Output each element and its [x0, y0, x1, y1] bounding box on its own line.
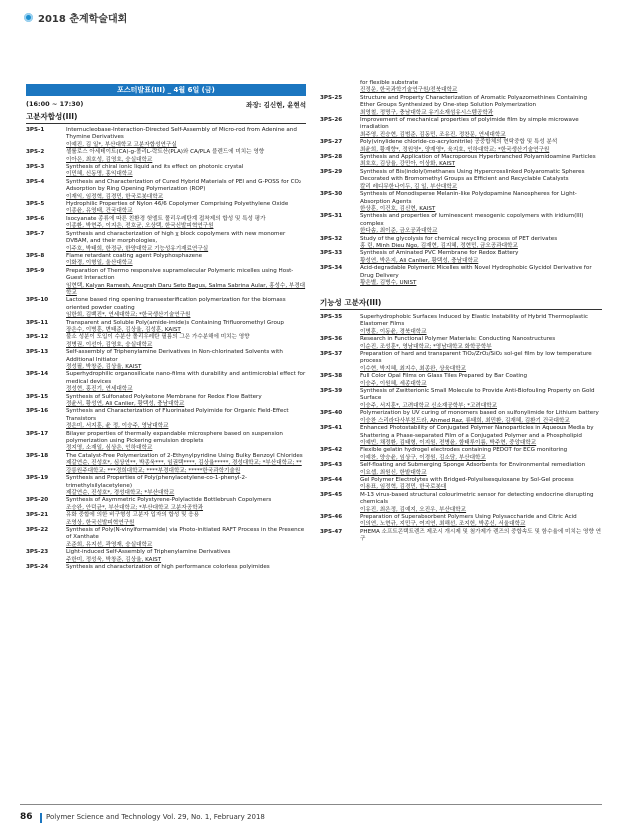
program-entry — [320, 447, 602, 462]
program-entry — [26, 371, 306, 393]
entry-authors: 제갈연순, 진성호*, 심상연**, 박종욱***, 임권택****, 김상율*****, 경성대학교; *부산대학교; **강릉원주대학교; ***경희대학교; ****부경대학교; *****한국과학기술원 — [66, 460, 302, 474]
entry-id: 3PS-43 — [320, 462, 343, 469]
entry-title: for flexible substrate — [360, 80, 419, 86]
entry-body — [360, 139, 602, 154]
entry-id: 3PS-19 — [26, 475, 49, 482]
entry-authors: 이승찬 스리라다사부친드라, Ahmed Raz, 류태희, 최민환, 김재혜, 김환기 건국대학교 — [360, 417, 570, 424]
entry-authors: 임한희, 김백진*, 연세대학교; *한국생산기술연구원 — [66, 312, 191, 319]
entry-authors: 이민혜, 신동명, 홍익대학교 — [66, 171, 133, 178]
entry-id: 3PS-44 — [320, 476, 343, 483]
entry-id: 3PS-5 — [26, 201, 45, 208]
entry-id: 3PS-3 — [26, 164, 45, 171]
entry-body — [66, 549, 306, 564]
entry-title: Synthesis and Application of Macroporous Hyperbranched Polyamidoamine Particles — [360, 154, 596, 161]
entry-title: The Catalyst-Free Polymerization of 2-Ethynylpyridine Using Bulky Benzoyl Chlorides — [66, 452, 303, 459]
entry-authors: 이의연, 노현규, 지민구, 여지연, 최해선, 조지헌, 박종신, 서울대학교 — [360, 521, 526, 528]
session-time: (16:00 ~ 17:30) — [26, 100, 84, 108]
entry-body — [66, 127, 306, 149]
page-number: 86 — [20, 812, 33, 822]
program-entry — [320, 492, 602, 514]
entry-title: Improvement of mechanical properties of polyimide film by simple microwave irradiation — [360, 117, 579, 131]
entry-body — [360, 265, 602, 287]
entry-id: 3PS-39 — [320, 388, 343, 395]
entry-authors: 이병훈, 이동윤, 경북대학교 — [360, 328, 427, 335]
entry-authors: 최영철, 정명구, 충남대학교 유기소재섬유시스템공학과 — [360, 109, 494, 116]
entry-authors: 칼리 레디무한나이두, 김 일, 부산대학교 — [360, 183, 458, 190]
entry-id: 3PS-31 — [320, 213, 343, 220]
program-entry — [320, 462, 602, 477]
program-entry — [320, 213, 602, 235]
entry-authors: 황은별, 김병수, UNIST — [360, 279, 417, 286]
session-info — [26, 100, 306, 109]
entry-authors: 이용표, 임정혁, 김경민, 한국로봇대 — [360, 484, 447, 491]
entry-body — [360, 351, 602, 373]
entry-body — [360, 80, 602, 95]
program-entry — [320, 373, 602, 388]
page-footer — [0, 804, 622, 830]
entry-body — [360, 492, 602, 514]
entry-body — [360, 373, 602, 388]
program-entry — [320, 314, 602, 336]
program-entry — [26, 408, 306, 430]
entry-title: Synthesis of Zwitterionic Small Molecule to Provide Anti-Biofouling Property on Gold Surface — [360, 388, 595, 402]
entry-authors: 이종윤, 유영태, 건국대학교 — [66, 208, 133, 215]
entry-id: 3PS-23 — [26, 549, 49, 556]
entry-title: Synthesis and Characterization of Cured Hybrid Materials of PEI and G-POSS for CO₂ Adsorption by Ring Opening Polymerization (ROP) — [66, 178, 302, 193]
entry-list — [320, 314, 602, 544]
entry-authors: 이예찬, 양승윤, 임상구, 이경원, 김소담, 부산대학교 — [360, 454, 486, 461]
entry-title: Synthesis and characterization of high performance colorless polyimides — [66, 563, 270, 570]
entry-id: 3PS-28 — [320, 154, 343, 161]
entry-body — [66, 201, 306, 216]
program-entry — [26, 394, 306, 409]
entry-title: Synthesis and Characterization of Fluorinated Polyimide for Organic Field-Effect Transistors — [66, 408, 289, 422]
program-entry — [320, 117, 602, 139]
entry-authors: 정성필, 박창준, 김상율, KAIST — [66, 364, 142, 370]
program-entry — [320, 139, 602, 154]
entry-title: Polymerization by UV curing of monomers based on sulfonylimide for Lithium battery — [360, 410, 599, 417]
entry-id: 3PS-17 — [26, 430, 49, 437]
entry-authors: 제갈연순, 진성호*, 경성대학교; *부산대학교 — [66, 489, 175, 496]
program-entry — [320, 529, 602, 544]
entry-id: 3PS-9 — [26, 267, 45, 274]
program-entry — [26, 164, 306, 179]
session-banner: 포스터발표(III) _ 4월 6일 (금) — [26, 84, 306, 96]
entry-body — [360, 477, 602, 492]
entry-title: Self-floating and Submerging Sponge Adsorbents for Environmental remediation — [360, 462, 586, 469]
entry-id: 3PS-16 — [26, 408, 49, 415]
entry-body — [66, 394, 306, 409]
program-entry — [26, 512, 306, 527]
entry-authors: 정지영, 소재일, 심상은, 인하대학교 — [66, 445, 153, 452]
entry-title: Superhydrophobic Surfaces Induced by Elastic Instability of Hybrid Thermoplastic Elastomer Films — [360, 314, 588, 328]
entry-id: 3PS-42 — [320, 447, 343, 454]
program-entry — [320, 250, 602, 265]
entry-id: 3PS-15 — [26, 393, 49, 400]
program-entry — [26, 149, 306, 164]
entry-authors: 최주영, 진승현, 김범준, 김동민, 조유진, 정찬문, 연세대학교 — [360, 131, 506, 138]
entry-title: Research in Functional Polymer Materials: Conducting Nanostructures — [360, 336, 556, 343]
program-entry — [320, 388, 602, 410]
entry-body — [66, 475, 306, 497]
entry-title: M-13 virus-based structural colourimetric sensor for detecting endocrine disrupting chemicals — [360, 491, 594, 506]
entry-authors: 진정운, 한국과학기술연구원/전북대학교 — [360, 87, 458, 94]
entry-body — [66, 216, 306, 231]
entry-authors: 조승완, 안덕균*, 부산대학교; *부산대학교 고분자공학과 — [66, 504, 204, 511]
program-entry — [26, 179, 306, 201]
entry-title: Enhanced Photostability of Conjugated Polymer Nanoparticles in Aqueous Media by Shattering a Phase-separated Film of a Conjugated Polymer and a Phospholipid — [360, 425, 594, 439]
entry-id: 3PS-10 — [26, 297, 49, 304]
entry-authors: 이아은, 최호성, 김영호, 숭실대학교 — [66, 156, 153, 163]
entry-body — [66, 164, 306, 179]
entry-body — [360, 154, 602, 169]
entry-authors: 정성현, 홍진기, 연세대학교 — [66, 386, 133, 393]
entry-id: 3PS-45 — [320, 491, 343, 498]
program-entry — [320, 191, 602, 213]
entry-body — [66, 408, 306, 430]
entry-authors: 이종환, 박현주, 이지은, 전호균, 오상택, 한국신발피혁연구원 — [66, 223, 214, 230]
entry-body — [66, 149, 306, 164]
program-entry — [26, 297, 306, 319]
entry-body — [66, 371, 306, 393]
entry-id: 3PS-6 — [26, 215, 45, 222]
entry-id: 3PS-12 — [26, 334, 49, 341]
entry-title: Internucleobase-Interaction-Directed Self-Assembly of Micro-rod from Adenine and Thymine Derivatives — [66, 127, 297, 141]
entry-body — [66, 320, 306, 335]
entry-authors: 이승주, 이원혜, 세종대학교 — [360, 380, 427, 387]
entry-title: Bilayer properties of thermally expandable microsphere based on suspension polymerization using Pickering emulsion droplets — [66, 430, 283, 445]
entry-body — [360, 425, 602, 447]
program-entry — [26, 453, 306, 475]
entry-title: Self-assembly of Triphenylamine Derivatives in Non-chlorinated Solvents with Additional Initiator — [66, 349, 283, 363]
entry-id: 3PS-35 — [320, 314, 343, 320]
entry-body — [66, 497, 306, 512]
entry-id: 3PS-34 — [320, 265, 343, 272]
bullet-circle-icon — [24, 13, 33, 22]
footer-divider — [20, 804, 602, 805]
journal-citation: Polymer Science and Technology Vol. 29, No. 1, February 2018 — [46, 813, 265, 821]
entry-title: Synthesis of Poly(N-vinylformamide) via Photo-initiated RAFT Process in the Presence of Xanthate — [66, 526, 305, 541]
entry-title: Synthesis of Bis(indolyl)methanes Using Hypercrosslinked Polyaromatic Spheres Decorated with Bromomethyl Groups as Efficient and Recyclable Catalysts — [360, 168, 585, 183]
program-entry — [26, 431, 306, 453]
entry-authors: 이주호, 박태희, 한정규, 한양대학교 기능성유기재료연구실 — [66, 245, 209, 252]
entry-title: Superhydrophilic organosilicate nano-films with durability and antimicrobial effect for medical devices — [66, 371, 306, 385]
program-entry — [26, 527, 306, 549]
entry-body — [66, 179, 306, 201]
entry-body — [66, 431, 306, 453]
entry-title: Transparent and Soluble Poly(amide-imide)s Containing Trifluoromethyl Group — [66, 319, 284, 326]
entry-body — [66, 297, 306, 319]
entry-authors: 한다솜, 최이준, 금오공과대학교 — [360, 228, 438, 235]
entry-authors: 조준희, 유지선, 곽영재, 숭실대학교 — [66, 541, 153, 548]
entry-authors: 이요셉, 최원신, 한밭대학교 — [360, 469, 427, 476]
entry-body — [360, 213, 602, 235]
program-entry — [26, 334, 306, 349]
entry-id — [320, 80, 360, 95]
entry-authors: 조영상, 한국신발피혁연구원 — [66, 519, 135, 526]
program-entry — [320, 410, 602, 425]
entry-title: 불소 성분이 도입이 수분산 폴리우레탄 필름의 그은 가수분해에 미치는 영향 — [66, 334, 250, 341]
entry-authors: 이예진, 김 일*, 부산대학교 고분자합성연구실 — [66, 141, 177, 148]
entry-id: 3PS-18 — [26, 452, 49, 459]
entry-authors: 이화경, 이형일, 울산대학교 — [66, 260, 133, 267]
program-entry — [320, 425, 602, 447]
entry-body — [66, 512, 306, 527]
program-entry — [320, 154, 602, 169]
entry-title: Study of the glycolysis for chemical recycling process of PET derivates — [360, 235, 558, 242]
program-entry — [320, 336, 602, 351]
entry-body — [360, 462, 602, 477]
entry-id: 3PS-26 — [320, 117, 343, 124]
entry-id: 3PS-47 — [320, 528, 343, 535]
entry-authors: 이수현, 박지혜, 최지수, 최종완, 상육대학교 — [360, 365, 467, 372]
entry-id: 3PS-1 — [26, 127, 45, 133]
section-title-functional-polymer: 기능성 고분자(III) — [320, 297, 602, 310]
entry-authors: 주한미, 정성욱, 박창준, 김상율, KAIST — [66, 556, 162, 563]
entry-title: Preparation of Superabsorbent Polymers Using Polysaccharide and Citric Acid — [360, 513, 577, 520]
program-entry — [26, 564, 306, 571]
entry-title: Acid-degradable Polymeric Micelles with Novel Hydrophobic Glycidol Derivative for Drug Delivery — [360, 265, 592, 279]
entry-body — [66, 349, 306, 371]
entry-authors: 이재익, 임정혁, 김경민, 한국로봇대학교 — [66, 193, 164, 200]
entry-title: 유화 중합에 의한 비구형성 고분자 입자의 합성 및 응용 — [66, 512, 200, 519]
footer-bar-mark — [40, 813, 42, 823]
section-title-polymer-synthesis: 고분자합성(III) — [26, 111, 306, 124]
entry-id: 3PS-8 — [26, 252, 45, 259]
entry-body — [360, 514, 602, 529]
program-entry — [26, 253, 306, 268]
entry-id: 3PS-41 — [320, 425, 343, 432]
entry-body — [360, 447, 602, 462]
conference-title: 2018 춘계학술대회 — [38, 13, 128, 25]
entry-title: Synthesis of Asymmetric Polystyrene-Polylactide Bottlebrush Copolymers — [66, 497, 272, 504]
entry-id: 3PS-13 — [26, 349, 49, 356]
entry-authors: 장은수, 이병훈, 변태준, 김상율, 김성훈, KAIST — [66, 326, 181, 333]
entry-title: Preparation of hard and transparent TiO₂/ZrO₂/SiO₂ sol-gel film by low temperature process — [360, 351, 592, 365]
entry-body — [66, 334, 306, 349]
entry-title: Synthesis of Monodisperse Melanin-like Polydopamine Nanospheres for Light-Absorption Agents — [360, 191, 577, 205]
entry-body — [66, 253, 306, 268]
entry-id: 3PS-36 — [320, 336, 343, 343]
entry-authors: 이순진, 조성훈*, 영남대학교; *영남대학교 화학공학부 — [360, 343, 492, 350]
entry-body — [360, 314, 602, 336]
entry-id: 3PS-2 — [26, 149, 45, 156]
entry-authors: 임현택, Kalyan Ramesh, Anugrah Daru Seto Bagus, Salma Sabrina Aular, 홍성수, 부경대학교 — [66, 282, 306, 296]
program-entry — [320, 265, 602, 287]
program-entry — [26, 320, 306, 335]
entry-title: Synthesis of chiral ionic liquid and its effect on photonic crystal — [66, 164, 244, 171]
entry-authors: 최윤희, 황재향*, 정원영*, 양재영*, 육지호, 인하대학교; *한국생산기술연구원 — [360, 146, 550, 153]
entry-authors: 홍 린, Minh Dieu Ngo, 김재현, 김지혜, 정현민, 금오공과대학교 — [360, 242, 518, 249]
program-entry — [26, 549, 306, 564]
program-entry — [26, 201, 306, 216]
entry-id: 3PS-40 — [320, 410, 343, 417]
program-entry — [320, 169, 602, 191]
entry-title: Poly(vinylidene chloride-co-acrylonitrile) 공중합체의 현탁중합 및 특성 분석 — [360, 139, 558, 146]
entry-title: Synthesis and Properties of Poly(phenylacetylene-co-1-phenyl-2-trimethylsilylacetylene) — [66, 475, 248, 489]
entry-title: Isocyanate 종류에 따른 친환경 헛엘트 폴리우레탄계 접착제의 합성 및 특성 평가 — [66, 215, 266, 222]
entry-id: 3PS-29 — [320, 168, 343, 175]
entry-title: Flexible gelatin hydrogel electrodes containing PEDOT for ECG monitoring — [360, 447, 568, 454]
entry-authors: 이예빈, 채정환, 김태형, 이지원, 전병윤, 함태루이름, 박주현, 중앙대학교 — [360, 439, 537, 446]
entry-body — [360, 388, 602, 410]
entry-id: 3PS-7 — [26, 230, 45, 237]
entry-id: 3PS-32 — [320, 235, 343, 242]
program-entry — [320, 95, 602, 117]
program-entry — [26, 268, 306, 298]
program-entry — [320, 236, 602, 251]
entry-authors: 황성연, 박은지, Ali Canlier, 황택성, 충남대학교 — [360, 257, 479, 264]
entry-id: 3PS-22 — [26, 526, 49, 533]
entry-id: 3PS-33 — [320, 250, 343, 257]
program-entry — [26, 231, 306, 253]
entry-body — [360, 250, 602, 265]
entry-title: Synthesis and properties of luminescent mesogenic copolymers with iridium(III) complex — [360, 213, 584, 227]
entry-id: 3PS-14 — [26, 371, 49, 378]
entry-title: Flame retardant coating agent Polyphosphazene — [66, 252, 203, 259]
program-entry — [320, 351, 602, 373]
entry-list — [320, 80, 602, 287]
entry-title: Lactone based ring opening transesterification polymerization for the biomass oriented powder coating — [66, 297, 286, 311]
program-entry — [26, 127, 306, 149]
conference-header — [24, 10, 127, 24]
entry-authors: 정병권, 이선아, 김영호, 숭실대학교 — [66, 341, 153, 348]
entry-body — [360, 191, 602, 213]
program-entry — [320, 80, 602, 95]
entry-id: 3PS-20 — [26, 497, 49, 504]
entry-authors: 최호호, 김상율, 강민아, 이상화, KAIST — [360, 161, 456, 168]
entry-title: Gel Polymer Electrolytes with Bridged-Polysilsesquioxane by Sol-Gel process — [360, 476, 574, 483]
entry-title: Full Color Opal Films on Glass Tiles Prepared by Bar Coating — [360, 373, 528, 380]
entry-id: 3PS-21 — [26, 512, 49, 519]
entry-body — [66, 527, 306, 549]
entry-title: Preparation of Thermo responsive supramolecular Polymeric micelles using Host-Guest Interaction — [66, 267, 294, 282]
entry-title: Synthesis and characterization of high χ block copolymers with new monomer DVBAM, and their morphologies, — [66, 230, 286, 245]
entry-id: 3PS-38 — [320, 373, 343, 380]
entry-title: Structure and Property Characterization of Aromatic Polyazomethines Containing Ether Groups Synthesized by One-step Solution Polymerization — [360, 94, 588, 109]
entry-body — [360, 95, 602, 117]
entry-title: PHEMA 소프트콘택트렌즈 제조시 개시제 및 첨가제가 렌즈의 중합속도 및 함수율에 미치는 영향 연구 — [360, 528, 602, 543]
entry-title: 셀룰로스 아세테이트(CA)-g-폴리L-락트산(PLA)와 CA/PLA 블렌드에 미치는 영향 — [66, 149, 265, 156]
entry-title: Synthesis of Sulfonated Polyketone Membrane for Redox Flow Battery — [66, 393, 262, 400]
program-entry — [26, 349, 306, 371]
entry-id: 3PS-4 — [26, 178, 45, 185]
entry-id: 3PS-37 — [320, 351, 343, 358]
entry-authors: 정은미, 서지훈, 윤 정, 이승주, 영남대학교 — [66, 423, 169, 430]
entry-authors: 정윤서, 황성연, Ali Canlier, 황택성, 충남대학교 — [66, 401, 185, 408]
program-entry — [320, 477, 602, 492]
entry-title: Hydrophilic Properties of Nylon 46/6 Copolymer Comprising Polyethylene Oxide — [66, 201, 289, 208]
entry-id: 3PS-30 — [320, 191, 343, 198]
entry-authors: 이유진, 최은정, 김예지, 오진우, 부산대학교 — [360, 506, 467, 513]
entry-body — [66, 564, 306, 571]
entry-body — [360, 336, 602, 351]
program-entry — [26, 216, 306, 231]
entry-id: 3PS-25 — [320, 94, 343, 101]
entry-id: 3PS-24 — [26, 563, 49, 570]
entry-id: 3PS-11 — [26, 319, 49, 326]
entry-body — [360, 169, 602, 191]
entry-body — [360, 117, 602, 139]
entry-authors: 이승주, 서지훈*, 고려대학교 신소재공학부; *고려대학교 — [360, 402, 498, 409]
entry-body — [360, 236, 602, 251]
program-entry — [26, 497, 306, 512]
entry-body — [66, 231, 306, 253]
program-entry — [320, 514, 602, 529]
entry-title: Synthesis of Aminated PVC Membrane for Redox Battery — [360, 250, 519, 257]
entry-title: Light-induced Self-Assembly of Triphenylamine Derivatives — [66, 549, 231, 556]
program-entry — [26, 475, 306, 497]
entry-list — [26, 127, 306, 571]
entry-id: 3PS-46 — [320, 513, 343, 520]
entry-body — [360, 529, 602, 544]
entry-body — [66, 268, 306, 298]
entry-body — [66, 453, 306, 475]
entry-body — [360, 410, 602, 425]
session-chairs: 좌장: 김신현, 윤현석 — [246, 101, 306, 109]
entry-authors: 한상훈, 이건호, 김신현, KAIST — [360, 205, 436, 212]
entry-id: 3PS-27 — [320, 139, 343, 146]
